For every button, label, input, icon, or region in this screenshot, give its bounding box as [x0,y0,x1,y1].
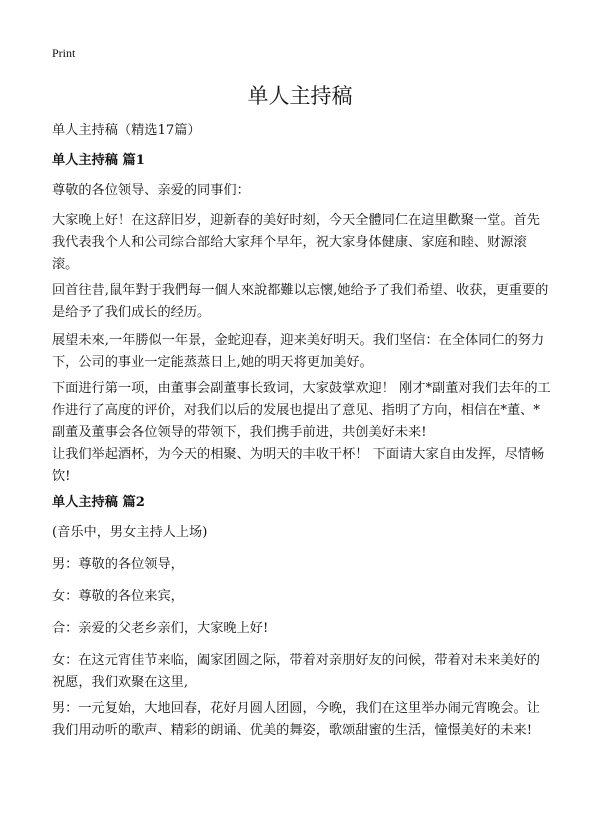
paragraph: 大家晚上好！在这辞旧岁，迎新春的美好时刻，今天全體同仁在這里歡聚一堂。首先我代表我个人和公司综合部给大家拜个早年，祝大家身体健康、家庭和睦、财源滚滚。 [52,213,540,272]
section-heading-1: 单人主持稿 篇1 [52,153,145,168]
paragraph: 尊敬的各位领导、亲爱的同事们： [52,183,250,198]
page-title: 单人主持稿 [247,84,353,108]
paragraph: 合：亲爱的父老乡亲们，大家晚上好! [52,621,269,636]
paragraph: 让我们举起酒杯，为今天的相聚、为明天的丰收干杯！ 下面请大家自由发挥，尽情畅饮! [52,447,545,484]
paragraph: 下面进行第一项，由董事会副董事长致词，大家鼓掌欢迎！ 刚才*副董对我们去年的工作进行了高度的评价，对我们以后的发展也提出了意见、指明了方向，相信在*董、*副董及董事会各位领导的带领下，我们携手前进，共创美好未来! [52,381,551,440]
section-heading-2: 单人主持稿 篇2 [52,495,145,510]
paragraph: 回首往昔,鼠年對于我們每一個人來說都難以忘懷,她给予了我们希望、收获，更重要的是给予了我们成长的经历。 [52,283,549,320]
paragraph: 男：尊敬的各位领导， [52,557,184,572]
paragraph: (音乐中，男女主持人上场) [52,525,208,540]
paragraph: 女：尊敬的各位来宾， [52,589,184,604]
paragraph: 展望未來,一年勝似一年景，金蛇迎春，迎来美好明天。我们坚信：在全体同仁的努力下，公司的事业一定能蒸蒸日上,她的明天将更加美好。 [52,333,545,370]
subtitle: 单人主持稿（精选17篇） [52,123,201,138]
paragraph: 男：一元复始，大地回春，花好月圆人团圆，今晚，我们在这里举办闹元宵晚会。让我们用动听的歌声、精彩的朗诵、优美的舞姿，歌颂甜蜜的生活，憧憬美好的未来! [52,701,540,738]
print-label: Print [52,46,76,60]
paragraph: 女：在这元宵佳节来临，阖家团圆之际，带着对亲朋好友的问候，带着对未来美好的祝愿，我们欢聚在这里, [52,653,540,690]
